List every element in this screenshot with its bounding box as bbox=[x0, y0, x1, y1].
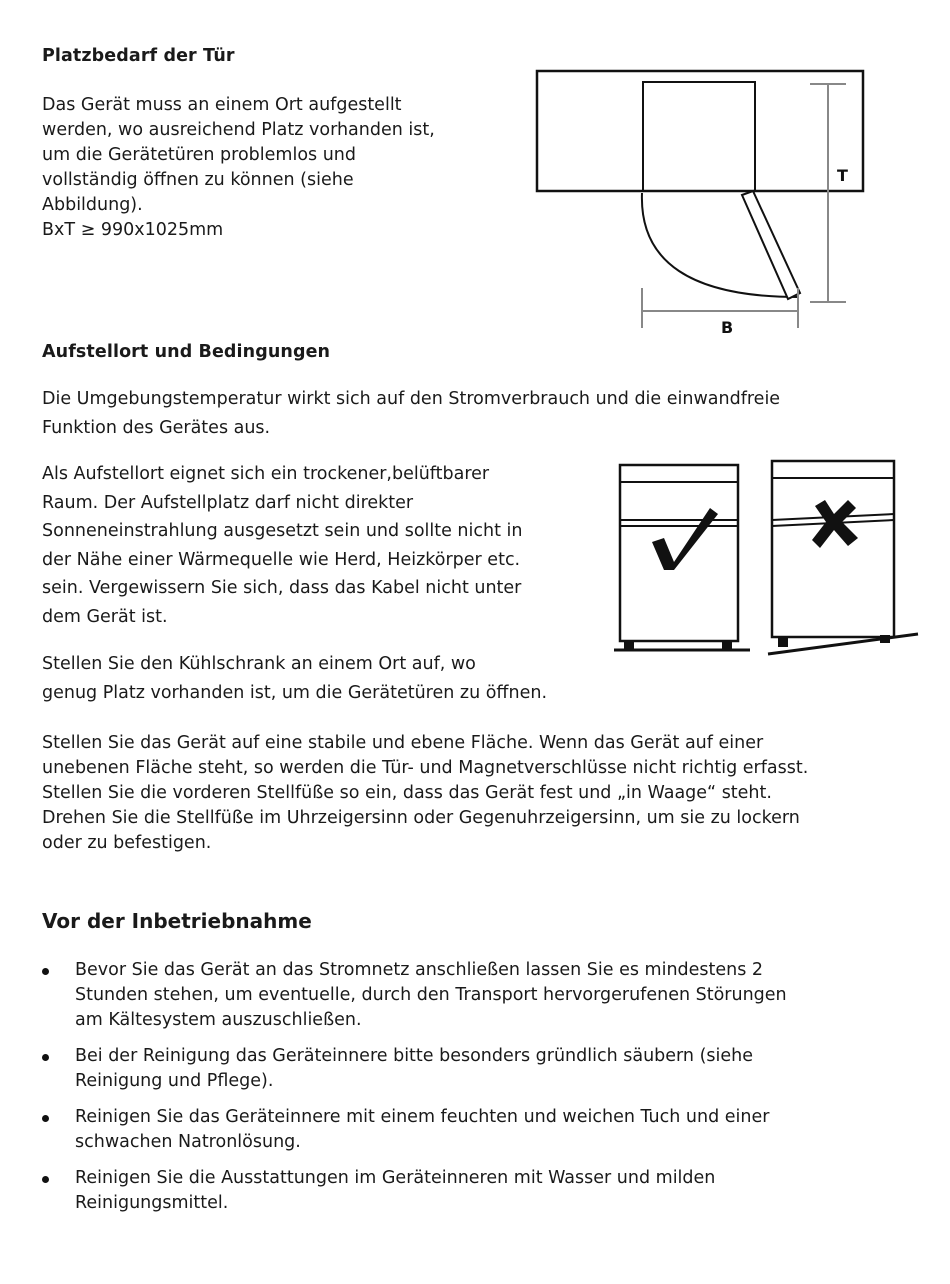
door-space-diagram bbox=[530, 65, 870, 340]
text-line: Bei der Reinigung das Geräteinnere bitte besonders gründlich säubern (siehe bbox=[75, 1046, 754, 1066]
text-line: Stunden stehen, um eventuelle, durch den Transport hervorgerufenen Störungen bbox=[75, 985, 787, 1005]
section-heading-location: Aufstellort und Bedingungen bbox=[42, 342, 331, 362]
text-line: sein. Vergewissern Sie sich, dass das Kabel nicht unter bbox=[42, 578, 522, 598]
text-line: Funktion des Gerätes aus. bbox=[42, 417, 271, 438]
text-line: Abbildung). bbox=[42, 195, 143, 215]
bullet-icon bbox=[42, 1115, 49, 1122]
text-line: Drehen Sie die Stellfüße im Uhrzeigersinn oder Gegenuhrzeigersinn, um sie zu lockern bbox=[42, 808, 800, 828]
text-line: BxT ≥ 990x1025mm bbox=[42, 220, 224, 240]
door-space-paragraph bbox=[42, 93, 435, 243]
bullet-icon bbox=[42, 1176, 49, 1183]
text-line: Das Gerät muss an einem Ort aufgestellt bbox=[42, 95, 402, 115]
fridge-placement-illustration bbox=[612, 458, 922, 663]
depth-label: T bbox=[837, 166, 848, 185]
level-fridge bbox=[614, 465, 750, 650]
text-line: Die Umgebungstemperatur wirkt sich auf den Stromverbrauch und die einwandfreie bbox=[42, 389, 781, 409]
list-item bbox=[42, 958, 922, 1033]
text-line: Reinigen Sie das Geräteinnere mit einem feuchten und weichen Tuch und einer bbox=[75, 1107, 770, 1127]
location-paragraph-3 bbox=[42, 650, 547, 707]
list-item bbox=[42, 1166, 922, 1216]
width-label: B bbox=[721, 318, 734, 337]
text-line: am Kältesystem auszuschließen. bbox=[75, 1010, 362, 1030]
text-line: Reinigung und Pflege). bbox=[75, 1071, 274, 1091]
text-line: Sonneneinstrahlung ausgesetzt sein und sollte nicht in bbox=[42, 521, 523, 541]
text-line: Bevor Sie das Gerät an das Stromnetz anschließen lassen Sie es mindestens 2 bbox=[75, 960, 764, 980]
section-heading-before-use: Vor der Inbetriebnahme bbox=[42, 909, 312, 933]
text-line: Stellen Sie die vorderen Stellfüße so ein, dass das Gerät fest und „in Waage“ steht. bbox=[42, 783, 772, 803]
text-line: genug Platz vorhanden ist, um die Gerätetüren zu öffnen. bbox=[42, 682, 548, 703]
location-paragraph-2 bbox=[42, 460, 522, 631]
text-line: Als Aufstellort eignet sich ein trockener,belüftbarer bbox=[42, 464, 490, 484]
bullet-icon bbox=[42, 1054, 49, 1061]
before-use-list bbox=[42, 958, 922, 1227]
list-item bbox=[42, 1105, 922, 1155]
text-line: vollständig öffnen zu können (siehe bbox=[42, 170, 354, 190]
text-line: der Nähe einer Wärmequelle wie Herd, Heizkörper etc. bbox=[42, 549, 521, 570]
location-paragraph-4 bbox=[42, 731, 808, 856]
section-heading-door-space: Platzbedarf der Tür bbox=[42, 46, 235, 66]
text-line: Stellen Sie das Gerät auf eine stabile und ebene Fläche. Wenn das Gerät auf einer bbox=[42, 733, 764, 753]
text-line: Reinigen Sie die Ausstattungen im Geräteinneren mit Wasser und milden bbox=[75, 1168, 716, 1188]
text-line: um die Gerätetüren problemlos und bbox=[42, 145, 357, 165]
text-line: Stellen Sie den Kühlschrank an einem Ort auf, wo bbox=[42, 654, 476, 674]
text-line: dem Gerät ist. bbox=[42, 606, 168, 627]
tilted-fridge bbox=[768, 461, 918, 654]
text-line: werden, wo ausreichend Platz vorhanden ist, bbox=[42, 120, 435, 140]
text-line: oder zu befestigen. bbox=[42, 833, 212, 853]
text-line: schwachen Natronlösung. bbox=[75, 1132, 301, 1152]
text-line: Reinigungsmittel. bbox=[75, 1193, 229, 1213]
bullet-icon bbox=[42, 968, 49, 975]
text-line: unebenen Fläche steht, so werden die Tür- und Magnetverschlüsse nicht richtig erfasst. bbox=[42, 758, 809, 778]
list-item bbox=[42, 1044, 922, 1094]
location-paragraph-1 bbox=[42, 385, 780, 442]
text-line: Raum. Der Aufstellplatz darf nicht direkter bbox=[42, 492, 414, 513]
